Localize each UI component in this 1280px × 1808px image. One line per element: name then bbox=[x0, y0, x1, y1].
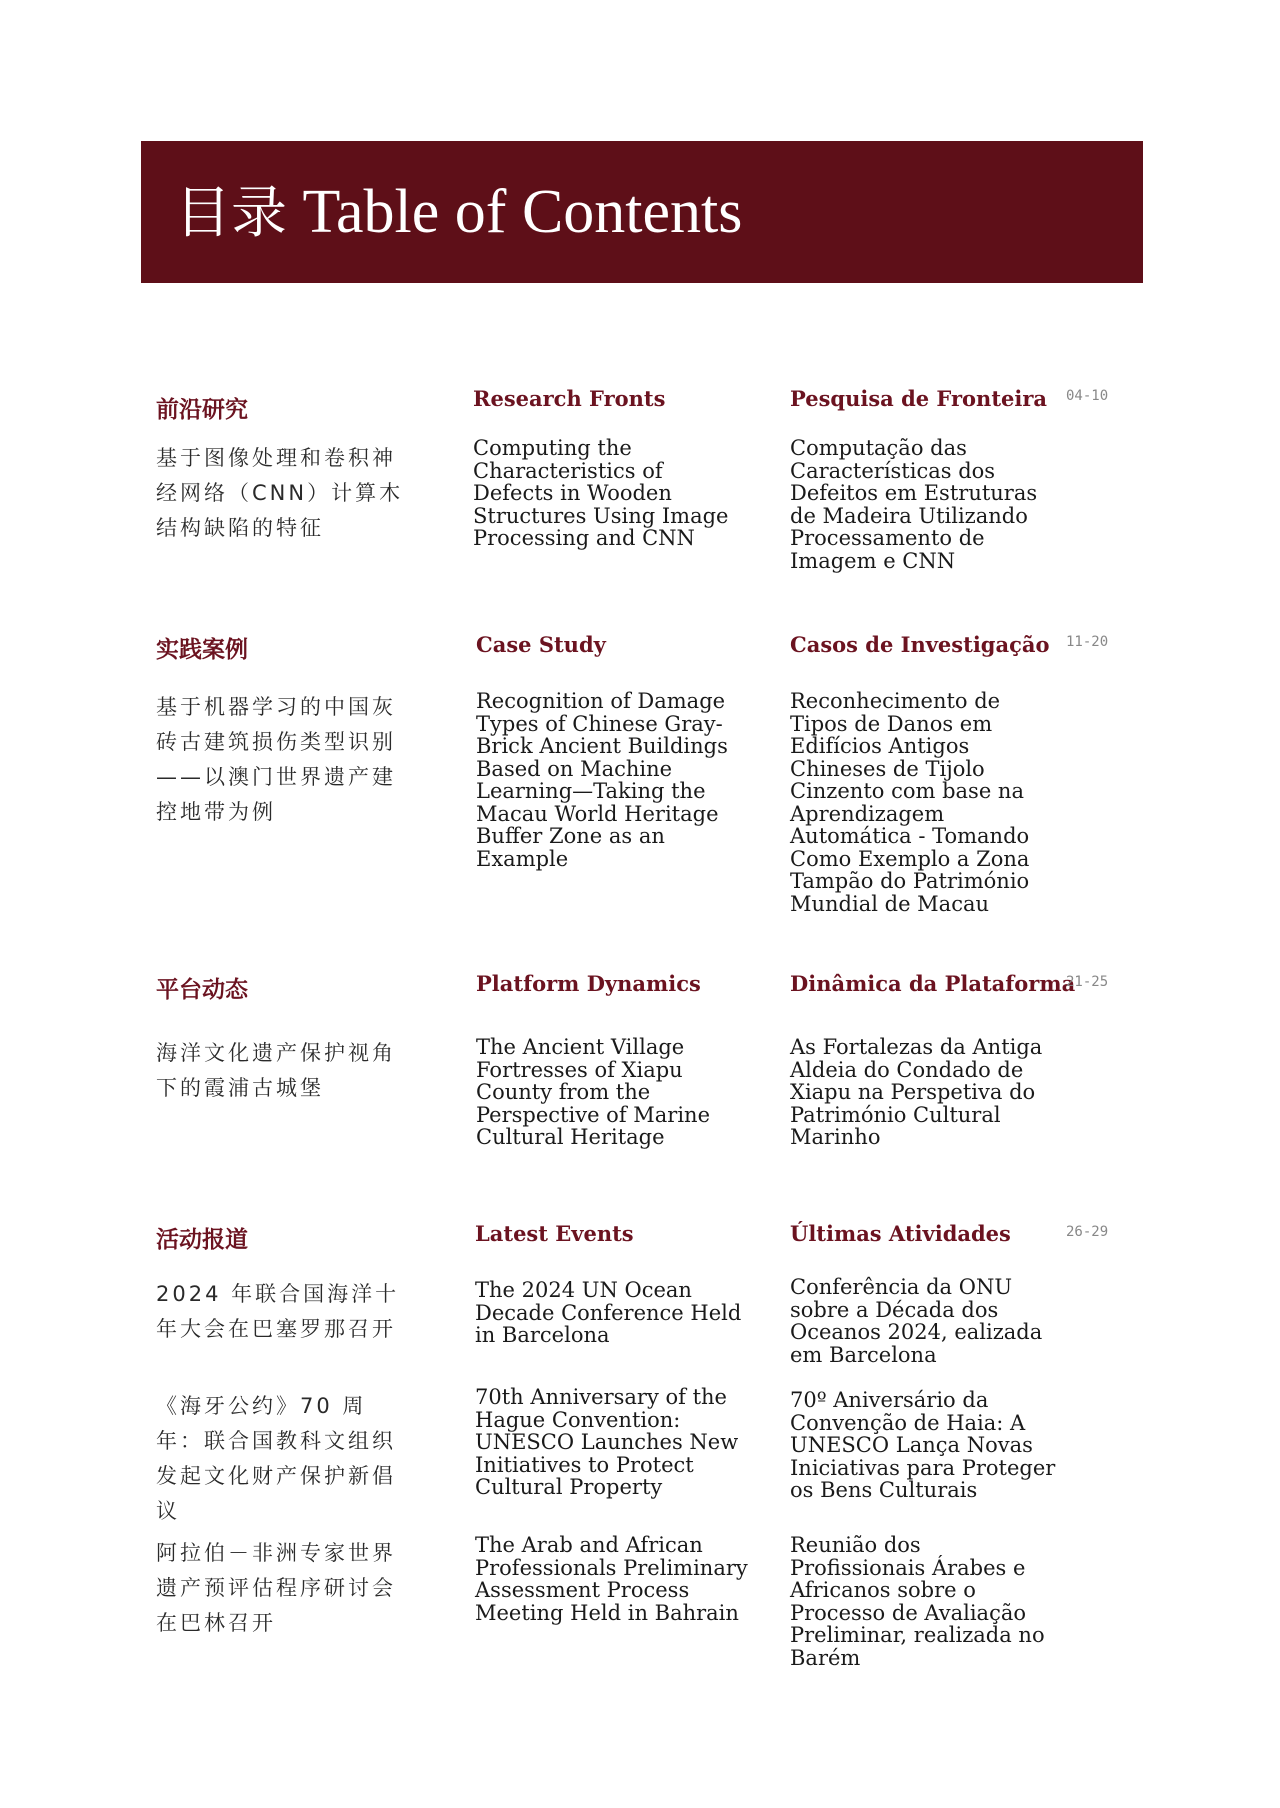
section-heading-zh: 前沿研究 bbox=[156, 397, 248, 423]
section-heading-en: Latest Events bbox=[475, 1221, 634, 1246]
page-range: 26-29 bbox=[1066, 1224, 1109, 1240]
entry-title-en: Computing the Characteristics of Defects in Wooden Structures Using Image Processing and CNN bbox=[473, 436, 729, 550]
entry-title-zh: 阿拉伯－非洲专家世界遗产预评估程序研讨会在巴林召开 bbox=[156, 1541, 396, 1635]
entry-title-zh: 基于机器学习的中国灰砖古建筑损伤类型识别——以澳门世界遗产建控地带为例 bbox=[156, 695, 396, 824]
entry-title-pt: Computação das Características dos Defeitos em Estruturas de Madeira Utilizando Processamento de Imagem e CNN bbox=[790, 436, 1038, 573]
entry-title-pt: Conferência da ONU sobre a Década dos Oceanos 2024, ealizada em Barcelona bbox=[790, 1275, 1043, 1367]
entry-title-en: The Arab and African Professionals Preliminary Assessment Process Meeting Held in Bahrain bbox=[475, 1533, 748, 1625]
entry-title-en: The 2024 UN Ocean Decade Conference Held in Barcelona bbox=[475, 1278, 742, 1347]
entry-title-en: 70th Anniversary of the Hague Convention: UNESCO Launches New Initiatives to Protect Cultural Property bbox=[475, 1385, 739, 1499]
entry-title-en: Recognition of Damage Types of Chinese Gray-Brick Ancient Buildings Based on Machine Learning—Taking the Macau World Heritage Buffer Zone as an Example bbox=[476, 689, 728, 871]
title-en: Table of Contents bbox=[302, 178, 743, 246]
section-heading-zh: 活动报道 bbox=[156, 1227, 248, 1253]
title-zh: 目录 bbox=[175, 181, 287, 246]
section-heading-zh: 实践案例 bbox=[156, 637, 248, 663]
entry-title-zh: 《海牙公约》70 周年：联合国教科文组织发起文化财产保护新倡议 bbox=[156, 1394, 396, 1523]
title-banner bbox=[141, 141, 1143, 283]
section-heading-pt: Últimas Atividades bbox=[790, 1221, 1011, 1246]
entry-title-zh: 基于图像处理和卷积神经网络（CNN）计算木结构缺陷的特征 bbox=[156, 446, 404, 540]
entry-title-pt: Reunião dos Profissionais Árabes e Africanos sobre o Processo de Avaliação Preliminar, realizada no Barém bbox=[790, 1533, 1045, 1670]
section-heading-pt: Casos de Investigação bbox=[790, 632, 1050, 657]
section-heading-pt: Dinâmica da Plataforma bbox=[790, 971, 1076, 996]
page-title bbox=[175, 178, 743, 246]
page-range: 11-20 bbox=[1066, 634, 1109, 650]
section-heading-en: Research Fronts bbox=[473, 386, 666, 411]
section-heading-en: Case Study bbox=[476, 632, 606, 657]
entry-title-en: The Ancient Village Fortresses of Xiapu County from the Perspective of Marine Cultural Heritage bbox=[476, 1035, 711, 1149]
entry-title-zh: 海洋文化遗产保护视角下的霞浦古城堡 bbox=[156, 1041, 396, 1100]
entry-title-pt: As Fortalezas da Antiga Aldeia do Condado de Xiapu na Perspetiva do Património Cultural Marinho bbox=[790, 1035, 1043, 1149]
page-range: 04-10 bbox=[1066, 388, 1109, 404]
page-range: 21-25 bbox=[1066, 974, 1109, 990]
entry-title-zh: 2024 年联合国海洋十年大会在巴塞罗那召开 bbox=[156, 1282, 400, 1341]
entry-title-pt: 70º Aniversário da Convenção de Haia: A UNESCO Lança Novas Iniciativas para Proteger os Bens Culturais bbox=[790, 1388, 1056, 1502]
section-heading-pt: Pesquisa de Fronteira bbox=[790, 386, 1048, 411]
section-heading-zh: 平台动态 bbox=[156, 977, 248, 1003]
entry-title-pt: Reconhecimento de Tipos de Danos em Edifícios Antigos Chineses de Tijolo Cinzento com base na Aprendizagem Automática - Tomando Como Exemplo a Zona Tampão do Património Mundial de Macau bbox=[790, 689, 1030, 916]
section-heading-en: Platform Dynamics bbox=[476, 971, 701, 996]
